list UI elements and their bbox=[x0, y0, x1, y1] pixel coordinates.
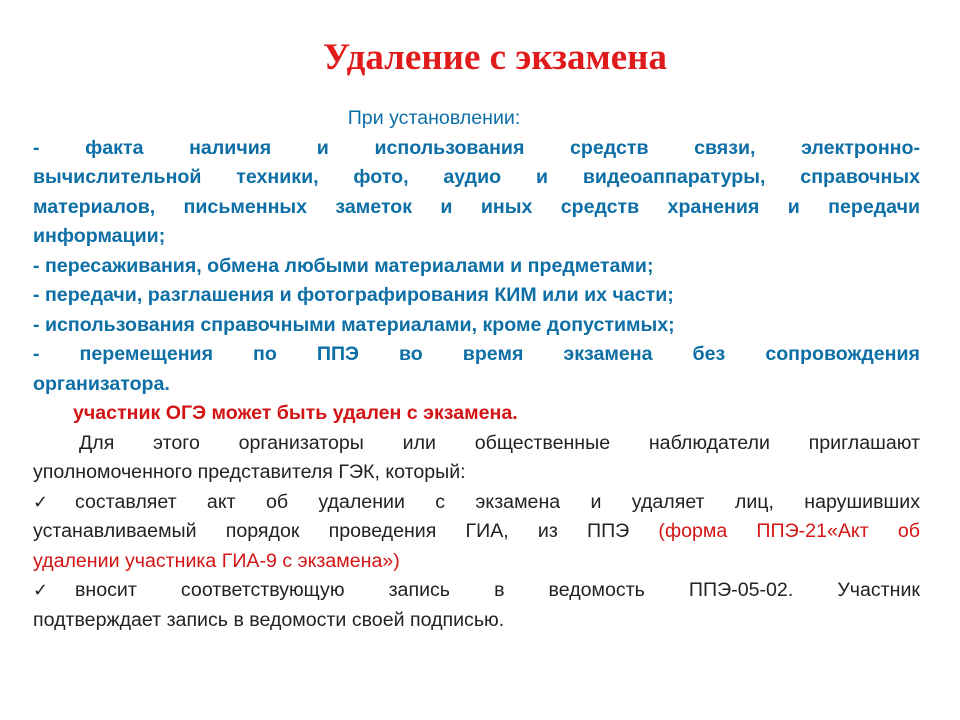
list-item-4: - использования справочными материалами, кроме допустимых; bbox=[33, 313, 675, 336]
procedure-text bbox=[33, 429, 920, 636]
checkmark-icon: ✓ bbox=[33, 491, 49, 513]
form-reference: (форма ППЭ-21«Акт об bbox=[658, 520, 920, 542]
list-item-2: - пересаживания, обмена любыми материалами и предметами; bbox=[33, 254, 654, 277]
check-item-1-line-2-text: устанавливаемый порядок проведения ГИА, из ППЭ bbox=[33, 520, 659, 542]
list-item-1-line-3: материалов, письменных заметок и иных средств хранения и передачи bbox=[33, 195, 920, 218]
list-item-1-line-4: информации; bbox=[33, 225, 166, 247]
list-item-3: - передачи, разглашения и фотографирования КИМ или их части; bbox=[33, 284, 674, 306]
check-item-1-line-1 bbox=[33, 488, 920, 518]
intro-text: При установлении: bbox=[347, 107, 521, 129]
check-item-2-line-1 bbox=[33, 576, 920, 606]
consequence-text: участник ОГЭ может быть удален с экзамена. bbox=[73, 402, 518, 424]
list-item-5-line-2: организатора. bbox=[33, 372, 170, 395]
para-line-2: уполномоченного представителя ГЭК, который: bbox=[33, 461, 466, 483]
slide-body bbox=[33, 104, 920, 635]
violations-list bbox=[33, 104, 920, 399]
check-item-1-line-2 bbox=[33, 517, 920, 547]
check-item-2-text: вносит соответствующую запись в ведомость ППЭ-05-02. Участник bbox=[75, 579, 920, 601]
slide-title: Удаление с экзамена bbox=[323, 37, 667, 78]
check-item-2-line-2: подтверждает запись в ведомости своей подписью. bbox=[33, 608, 505, 631]
check-item-1-line-3: удалении участника ГИА-9 с экзамена») bbox=[33, 549, 400, 572]
list-item-1-line-1: - факта наличия и использования средств связи, электронно- bbox=[33, 136, 920, 159]
para-line-1: Для этого организаторы или общественные наблюдатели приглашают bbox=[79, 431, 920, 454]
check-item-1-text: составляет акт об удалении с экзамена и удаляет лиц, нарушивших bbox=[75, 490, 920, 513]
checkmark-icon: ✓ bbox=[33, 580, 49, 601]
list-item-1-line-2: вычислительной техники, фото, аудио и видеоаппаратуры, справочных bbox=[33, 166, 920, 188]
list-item-5-line-1: - перемещения по ППЭ во время экзамена без сопровождения bbox=[33, 343, 920, 365]
